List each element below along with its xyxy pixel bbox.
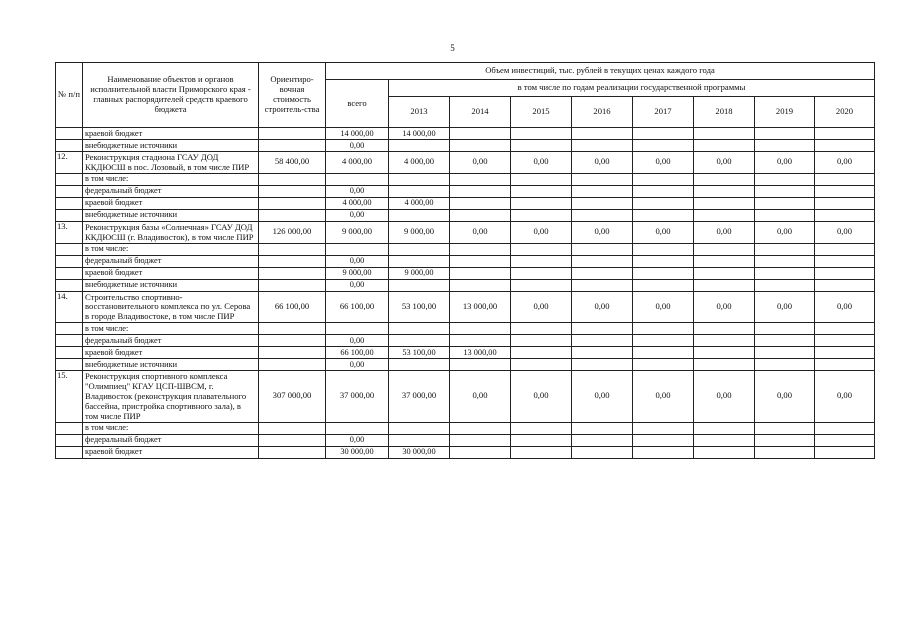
row-cost-cell: [259, 140, 326, 152]
row-year-cell: [755, 267, 815, 279]
row-year-cell: [572, 128, 633, 140]
row-year-cell: [633, 335, 694, 347]
row-year-cell: [511, 279, 572, 291]
row-name-cell: федеральный бюджет: [83, 185, 259, 197]
row-year-cell: 9 000,00: [389, 221, 450, 243]
row-year-cell: [450, 197, 511, 209]
row-number-cell: [56, 323, 83, 335]
row-year-cell: [572, 335, 633, 347]
row-year-cell: 4 000,00: [389, 152, 450, 174]
row-year-cell: [450, 185, 511, 197]
page-number: 5: [450, 43, 455, 53]
row-year-cell: 0,00: [511, 291, 572, 323]
row-year-cell: [815, 128, 875, 140]
row-year-cell: 0,00: [694, 152, 755, 174]
row-year-cell: [755, 128, 815, 140]
row-name-cell: федеральный бюджет: [83, 434, 259, 446]
row-total-cell: 0,00: [326, 185, 389, 197]
row-number-cell: [56, 243, 83, 255]
row-year-cell: [815, 243, 875, 255]
row-year-cell: 13 000,00: [450, 347, 511, 359]
row-year-cell: [755, 197, 815, 209]
row-year-cell: [511, 185, 572, 197]
row-total-cell: 0,00: [326, 279, 389, 291]
row-year-cell: [694, 434, 755, 446]
row-year-cell: [633, 359, 694, 371]
row-year-cell: [815, 359, 875, 371]
row-cost-cell: [259, 323, 326, 335]
row-year-cell: [633, 446, 694, 458]
row-cost-cell: [259, 422, 326, 434]
row-total-cell: 66 100,00: [326, 291, 389, 323]
row-year-cell: 0,00: [633, 221, 694, 243]
row-total-cell: 4 000,00: [326, 197, 389, 209]
row-year-cell: 0,00: [572, 221, 633, 243]
row-year-cell: [694, 209, 755, 221]
row-year-cell: 0,00: [572, 371, 633, 422]
row-year-cell: 0,00: [694, 371, 755, 422]
row-year-cell: [511, 359, 572, 371]
row-year-cell: 53 100,00: [389, 347, 450, 359]
row-year-cell: [633, 185, 694, 197]
row-year-cell: [572, 197, 633, 209]
row-year-cell: 0,00: [450, 371, 511, 422]
row-year-cell: [815, 140, 875, 152]
row-year-cell: [815, 185, 875, 197]
row-number-cell: [56, 197, 83, 209]
row-number-cell: [56, 267, 83, 279]
row-cost-cell: [259, 209, 326, 221]
row-year-cell: [815, 267, 875, 279]
row-year-cell: [755, 359, 815, 371]
row-number-cell: [56, 128, 83, 140]
row-year-cell: [815, 255, 875, 267]
row-year-cell: [389, 335, 450, 347]
row-year-cell: [572, 359, 633, 371]
row-year-cell: [633, 422, 694, 434]
row-total-cell: [326, 173, 389, 185]
row-year-cell: [511, 323, 572, 335]
row-year-cell: [755, 335, 815, 347]
row-number-cell: [56, 185, 83, 197]
row-year-cell: 4 000,00: [389, 197, 450, 209]
row-year-cell: [633, 173, 694, 185]
header-year: 2015: [511, 97, 572, 128]
row-cost-cell: 126 000,00: [259, 221, 326, 243]
table-row-subitem: [56, 243, 875, 255]
row-cost-cell: [259, 347, 326, 359]
row-year-cell: [389, 243, 450, 255]
table-row-object: [56, 291, 875, 323]
row-year-cell: [694, 323, 755, 335]
row-total-cell: 30 000,00: [326, 446, 389, 458]
row-year-cell: 14 000,00: [389, 128, 450, 140]
row-year-cell: 0,00: [511, 371, 572, 422]
row-year-cell: [572, 243, 633, 255]
row-year-cell: [815, 347, 875, 359]
row-total-cell: [326, 422, 389, 434]
row-total-cell: 0,00: [326, 140, 389, 152]
row-cost-cell: [259, 255, 326, 267]
row-year-cell: [572, 185, 633, 197]
row-number-cell: [56, 446, 83, 458]
row-year-cell: [815, 323, 875, 335]
row-year-cell: [755, 140, 815, 152]
row-year-cell: [694, 422, 755, 434]
row-name-cell: в том числе:: [83, 173, 259, 185]
row-total-cell: 9 000,00: [326, 221, 389, 243]
table-row-subitem: [56, 255, 875, 267]
table-body: [56, 128, 875, 459]
row-year-cell: [511, 335, 572, 347]
row-year-cell: 53 100,00: [389, 291, 450, 323]
table-row-object: [56, 371, 875, 422]
row-year-cell: [633, 267, 694, 279]
row-year-cell: [450, 279, 511, 291]
row-number-cell: [56, 255, 83, 267]
row-year-cell: [511, 173, 572, 185]
header-invest: Объем инвестиций, тыс. рублей в текущих ценах каждого года: [326, 63, 875, 80]
table-row-subitem: [56, 140, 875, 152]
row-year-cell: [389, 279, 450, 291]
row-year-cell: [572, 173, 633, 185]
row-number-cell: [56, 335, 83, 347]
row-year-cell: [572, 323, 633, 335]
row-year-cell: 30 000,00: [389, 446, 450, 458]
row-year-cell: [511, 243, 572, 255]
row-number-cell: [56, 140, 83, 152]
row-year-cell: [572, 279, 633, 291]
header-name: Наименование объектов и органов исполнительной власти Приморского края - главных распорядителей средств краевого бюджета: [83, 63, 259, 128]
row-year-cell: [755, 173, 815, 185]
investment-table: [55, 62, 875, 459]
row-name-cell: в том числе:: [83, 323, 259, 335]
row-name-cell: внебюджетные источники: [83, 209, 259, 221]
row-cost-cell: [259, 267, 326, 279]
header-num: № п/п: [56, 63, 83, 128]
row-year-cell: [450, 359, 511, 371]
row-year-cell: [694, 347, 755, 359]
table-header: [56, 63, 875, 128]
table-row-object: [56, 152, 875, 174]
table-row-subitem: [56, 279, 875, 291]
table-row-subitem: [56, 422, 875, 434]
row-total-cell: 14 000,00: [326, 128, 389, 140]
table-row-subitem: [56, 446, 875, 458]
row-name-cell: федеральный бюджет: [83, 335, 259, 347]
row-year-cell: [694, 197, 755, 209]
header-year: 2019: [755, 97, 815, 128]
row-year-cell: [633, 197, 694, 209]
row-year-cell: [633, 434, 694, 446]
row-year-cell: [511, 197, 572, 209]
header-total: всего: [326, 80, 389, 128]
row-year-cell: 37 000,00: [389, 371, 450, 422]
row-year-cell: [572, 267, 633, 279]
header-year: 2020: [815, 97, 875, 128]
table-row-subitem: [56, 197, 875, 209]
row-year-cell: [694, 140, 755, 152]
row-year-cell: [511, 255, 572, 267]
row-year-cell: [755, 347, 815, 359]
row-year-cell: [389, 422, 450, 434]
row-year-cell: [694, 128, 755, 140]
header-year: 2013: [389, 97, 450, 128]
row-year-cell: 0,00: [815, 371, 875, 422]
row-year-cell: [389, 434, 450, 446]
row-year-cell: [450, 434, 511, 446]
table-row-subitem: [56, 267, 875, 279]
table-row-subitem: [56, 359, 875, 371]
row-year-cell: 0,00: [633, 371, 694, 422]
row-year-cell: 0,00: [450, 221, 511, 243]
row-name-cell: федеральный бюджет: [83, 255, 259, 267]
row-year-cell: 0,00: [755, 371, 815, 422]
row-cost-cell: 307 000,00: [259, 371, 326, 422]
row-year-cell: [450, 243, 511, 255]
row-year-cell: [450, 209, 511, 221]
row-year-cell: [450, 267, 511, 279]
row-year-cell: [694, 185, 755, 197]
row-cost-cell: [259, 197, 326, 209]
row-year-cell: [755, 279, 815, 291]
row-name-cell: внебюджетные источники: [83, 359, 259, 371]
row-cost-cell: [259, 243, 326, 255]
row-year-cell: [389, 185, 450, 197]
row-year-cell: [633, 279, 694, 291]
row-year-cell: [572, 347, 633, 359]
row-year-cell: [755, 209, 815, 221]
row-total-cell: 9 000,00: [326, 267, 389, 279]
row-year-cell: [389, 209, 450, 221]
table-row-subitem: [56, 173, 875, 185]
row-year-cell: [511, 422, 572, 434]
row-year-cell: [755, 323, 815, 335]
row-number-cell: 12.: [56, 152, 83, 174]
row-year-cell: 0,00: [450, 152, 511, 174]
row-total-cell: 37 000,00: [326, 371, 389, 422]
row-year-cell: [694, 267, 755, 279]
header-year: 2017: [633, 97, 694, 128]
row-number-cell: 13.: [56, 221, 83, 243]
row-total-cell: [326, 323, 389, 335]
row-total-cell: 66 100,00: [326, 347, 389, 359]
row-total-cell: 0,00: [326, 434, 389, 446]
row-total-cell: 0,00: [326, 359, 389, 371]
row-year-cell: 0,00: [511, 152, 572, 174]
row-number-cell: [56, 434, 83, 446]
row-year-cell: [450, 173, 511, 185]
row-year-cell: [694, 279, 755, 291]
row-year-cell: [815, 422, 875, 434]
row-year-cell: [694, 446, 755, 458]
row-year-cell: 0,00: [815, 221, 875, 243]
row-cost-cell: 66 100,00: [259, 291, 326, 323]
row-name-cell: краевой бюджет: [83, 267, 259, 279]
header-cost: Ориентиро-вочная стоимость строитель-ства: [259, 63, 326, 128]
row-total-cell: [326, 243, 389, 255]
row-year-cell: [572, 255, 633, 267]
row-total-cell: 4 000,00: [326, 152, 389, 174]
row-year-cell: [389, 323, 450, 335]
row-total-cell: 0,00: [326, 209, 389, 221]
row-cost-cell: [259, 185, 326, 197]
row-year-cell: [815, 335, 875, 347]
row-cost-cell: [259, 446, 326, 458]
row-year-cell: 0,00: [755, 291, 815, 323]
row-cost-cell: [259, 279, 326, 291]
row-cost-cell: [259, 359, 326, 371]
header-year: 2014: [450, 97, 511, 128]
row-year-cell: [511, 347, 572, 359]
row-year-cell: [633, 323, 694, 335]
row-year-cell: 0,00: [694, 291, 755, 323]
row-year-cell: [450, 323, 511, 335]
row-year-cell: [755, 185, 815, 197]
row-number-cell: [56, 347, 83, 359]
table-row-object: [56, 221, 875, 243]
row-year-cell: [572, 422, 633, 434]
row-number-cell: [56, 422, 83, 434]
row-year-cell: [511, 446, 572, 458]
table-row-subitem: [56, 335, 875, 347]
row-number-cell: [56, 209, 83, 221]
table-row-subitem: [56, 185, 875, 197]
header-year: 2016: [572, 97, 633, 128]
header-year: 2018: [694, 97, 755, 128]
row-name-cell: Реконструкция стадиона ГСАУ ДОД ККДЮСШ в пос. Лозовый, в том числе ПИР: [83, 152, 259, 174]
row-year-cell: [633, 128, 694, 140]
row-year-cell: [450, 140, 511, 152]
row-year-cell: [389, 173, 450, 185]
row-year-cell: [755, 434, 815, 446]
row-number-cell: [56, 359, 83, 371]
row-total-cell: 0,00: [326, 335, 389, 347]
row-year-cell: [450, 255, 511, 267]
row-cost-cell: [259, 434, 326, 446]
row-year-cell: 0,00: [755, 221, 815, 243]
row-name-cell: краевой бюджет: [83, 128, 259, 140]
row-year-cell: [815, 434, 875, 446]
row-year-cell: [755, 446, 815, 458]
row-year-cell: [389, 140, 450, 152]
table-row-subitem: [56, 347, 875, 359]
row-year-cell: [511, 128, 572, 140]
row-year-cell: 0,00: [755, 152, 815, 174]
table-row-subitem: [56, 209, 875, 221]
row-year-cell: [572, 434, 633, 446]
row-year-cell: [815, 197, 875, 209]
row-cost-cell: [259, 173, 326, 185]
row-year-cell: [694, 335, 755, 347]
row-number-cell: 15.: [56, 371, 83, 422]
row-year-cell: [572, 140, 633, 152]
row-year-cell: 0,00: [633, 291, 694, 323]
row-year-cell: 13 000,00: [450, 291, 511, 323]
row-year-cell: 0,00: [572, 291, 633, 323]
row-number-cell: 14.: [56, 291, 83, 323]
row-name-cell: внебюджетные источники: [83, 140, 259, 152]
row-year-cell: [633, 255, 694, 267]
row-year-cell: [694, 173, 755, 185]
row-year-cell: [694, 243, 755, 255]
row-year-cell: [572, 209, 633, 221]
row-year-cell: [572, 446, 633, 458]
table-row-subitem: [56, 434, 875, 446]
row-name-cell: внебюджетные источники: [83, 279, 259, 291]
row-year-cell: [633, 243, 694, 255]
row-year-cell: [633, 209, 694, 221]
row-year-cell: [755, 255, 815, 267]
header-years-group: в том числе по годам реализации государственной программы: [389, 80, 875, 97]
row-cost-cell: [259, 335, 326, 347]
row-name-cell: в том числе:: [83, 422, 259, 434]
row-number-cell: [56, 279, 83, 291]
row-year-cell: 0,00: [633, 152, 694, 174]
row-year-cell: [511, 209, 572, 221]
row-name-cell: краевой бюджет: [83, 347, 259, 359]
table-row-subitem: [56, 128, 875, 140]
row-name-cell: Строительство спортивно-восстановительного комплекса по ул. Серова в городе Владивостоке, в том числе ПИР: [83, 291, 259, 323]
row-year-cell: [755, 243, 815, 255]
row-year-cell: [389, 255, 450, 267]
row-year-cell: [511, 140, 572, 152]
row-cost-cell: [259, 128, 326, 140]
row-year-cell: [450, 446, 511, 458]
row-year-cell: [633, 140, 694, 152]
row-year-cell: [450, 422, 511, 434]
row-year-cell: 0,00: [815, 291, 875, 323]
row-name-cell: краевой бюджет: [83, 446, 259, 458]
row-name-cell: Реконструкция базы «Солнечная» ГСАУ ДОД ККДЮСШ (г. Владивосток), в том числе ПИР: [83, 221, 259, 243]
row-year-cell: 0,00: [572, 152, 633, 174]
row-year-cell: [389, 359, 450, 371]
row-year-cell: [511, 267, 572, 279]
row-name-cell: в том числе:: [83, 243, 259, 255]
row-year-cell: [633, 347, 694, 359]
row-cost-cell: 58 400,00: [259, 152, 326, 174]
row-year-cell: [450, 335, 511, 347]
row-year-cell: [815, 446, 875, 458]
row-total-cell: 0,00: [326, 255, 389, 267]
row-number-cell: [56, 173, 83, 185]
table-row-subitem: [56, 323, 875, 335]
row-year-cell: 0,00: [511, 221, 572, 243]
row-year-cell: [694, 359, 755, 371]
row-name-cell: Реконструкция спортивного комплекса "Олимпиец" КГАУ ЦСП-ШВСМ, г. Владивосток (реконструкция плавательного бассейна, пристройка спортивного зала), в том числе ПИР: [83, 371, 259, 422]
row-year-cell: 0,00: [815, 152, 875, 174]
row-year-cell: 9 000,00: [389, 267, 450, 279]
row-year-cell: [755, 422, 815, 434]
row-year-cell: [450, 128, 511, 140]
row-name-cell: краевой бюджет: [83, 197, 259, 209]
row-year-cell: [815, 173, 875, 185]
row-year-cell: [511, 434, 572, 446]
row-year-cell: 0,00: [694, 221, 755, 243]
row-year-cell: [815, 209, 875, 221]
row-year-cell: [694, 255, 755, 267]
row-year-cell: [815, 279, 875, 291]
